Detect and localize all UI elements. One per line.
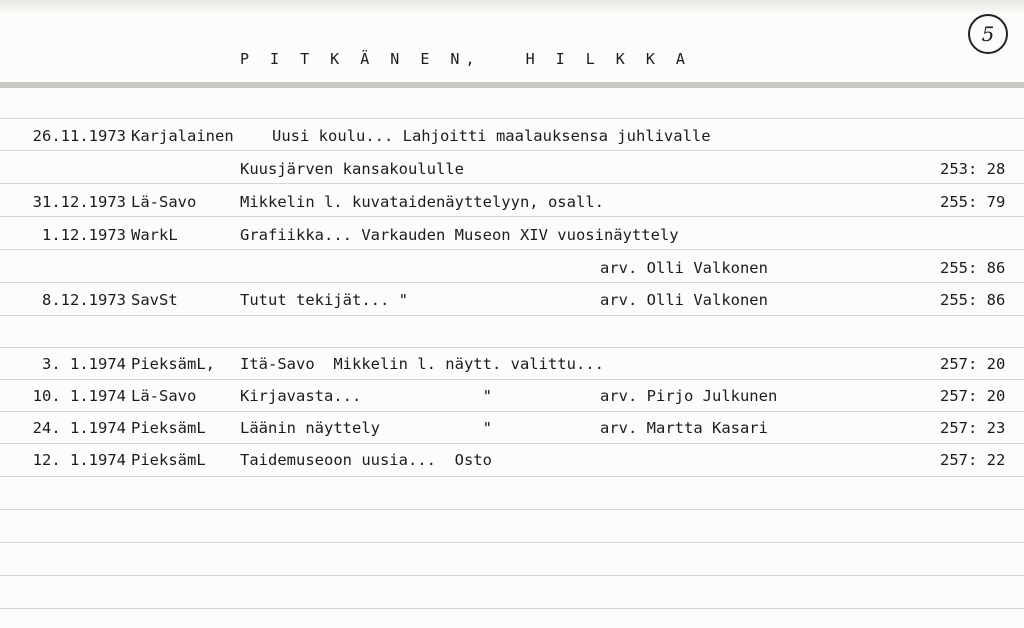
ruled-line [0, 379, 1024, 380]
entry-date: 24. 1.1974 [32, 419, 126, 437]
ruled-line [0, 509, 1024, 510]
ruled-line [0, 183, 1024, 184]
ruled-line [0, 542, 1024, 543]
entry-reviewer: arv. Martta Kasari [600, 419, 768, 437]
ruled-line [0, 443, 1024, 444]
entry-date: 3. 1.1974 [42, 355, 126, 373]
card-top-edge [0, 0, 1024, 14]
ruled-line [0, 476, 1024, 477]
entry-ref: 257: 23 [940, 419, 1006, 437]
ruled-line [0, 150, 1024, 151]
entry-ref: 257: 22 [940, 451, 1006, 469]
entry-source: Lä-Savo [131, 193, 197, 211]
header-rule [0, 82, 1024, 88]
ruled-line [0, 282, 1024, 283]
entry-source: PieksämL [131, 419, 206, 437]
entry-reviewer: arv. Olli Valkonen [600, 259, 768, 277]
artist-name: P I T K Ä N E N, H I L K K A [240, 50, 691, 68]
entry-title: Kuusjärven kansakoululle [240, 160, 464, 178]
entry-date: 31.12.1973 [32, 193, 126, 211]
entry-ref: 253: 28 [940, 160, 1006, 178]
entry-date: 8.12.1973 [42, 291, 126, 309]
ruled-line [0, 575, 1024, 576]
entry-title: Läänin näyttely " [240, 419, 492, 437]
entry-ref: 257: 20 [940, 387, 1006, 405]
entry-source: Lä-Savo [131, 387, 197, 405]
entry-title: Kirjavasta... " [240, 387, 492, 405]
entry-title: Itä-Savo Mikkelin l. näytt. valittu... [240, 355, 604, 373]
entry-ref: 257: 20 [940, 355, 1006, 373]
ruled-line [0, 608, 1024, 609]
entry-title: Taidemuseoon uusia... Osto [240, 451, 492, 469]
ruled-line [0, 347, 1024, 348]
entry-reviewer: arv. Pirjo Julkunen [600, 387, 778, 405]
page-number-circle: 5 [968, 14, 1008, 54]
entry-date: 1.12.1973 [42, 226, 126, 244]
entry-date: 10. 1.1974 [32, 387, 126, 405]
entry-reviewer: arv. Olli Valkonen [600, 291, 768, 309]
ruled-line [0, 216, 1024, 217]
entry-title: Mikkelin l. kuvataidenäyttelyyn, osall. [240, 193, 604, 211]
entry-source: WarkL [131, 226, 178, 244]
entry-ref: 255: 79 [940, 193, 1006, 211]
ruled-line [0, 249, 1024, 250]
entry-source: PieksämL, [131, 355, 215, 373]
ruled-line [0, 411, 1024, 412]
ruled-line [0, 315, 1024, 316]
ruled-line [0, 118, 1024, 119]
entry-title: Tutut tekijät... " [240, 291, 408, 309]
entry-source: Karjalainen [131, 127, 234, 145]
entry-source: PieksämL [131, 451, 206, 469]
entry-source: SavSt [131, 291, 178, 309]
entry-ref: 255: 86 [940, 259, 1006, 277]
entry-ref: 255: 86 [940, 291, 1006, 309]
entry-title: Grafiikka... Varkauden Museon XIV vuosinäyttely [240, 226, 679, 244]
entry-date: 26.11.1973 [32, 127, 126, 145]
entry-title: Uusi koulu... Lahjoitti maalauksensa juhlivalle [272, 127, 711, 145]
entry-date: 12. 1.1974 [32, 451, 126, 469]
